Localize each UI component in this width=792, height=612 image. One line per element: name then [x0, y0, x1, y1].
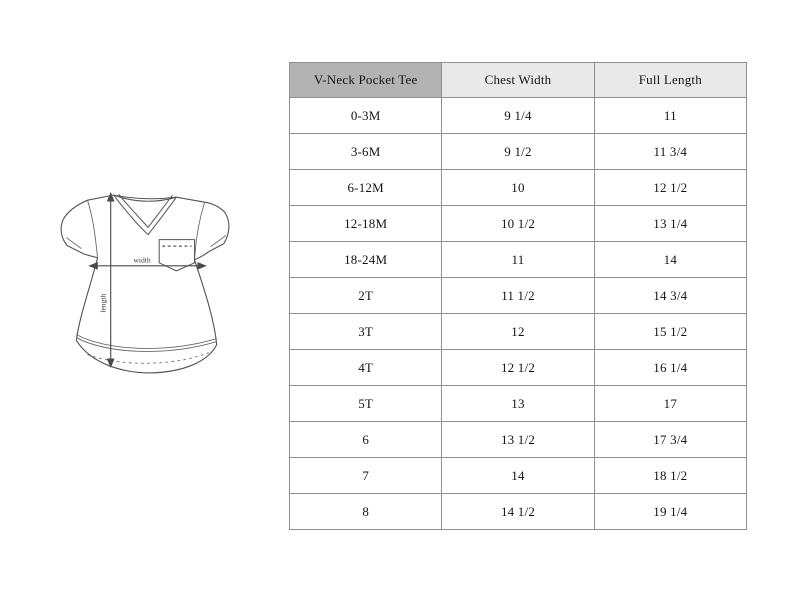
tshirt-sketch-svg [45, 181, 237, 383]
chest-width-cell: 12 1/2 [442, 350, 594, 386]
table-row [290, 206, 747, 242]
chest-width-cell: 13 1/2 [442, 422, 594, 458]
chest-width-cell: 12 [442, 314, 594, 350]
table-row [290, 242, 747, 278]
size-cell: 8 [290, 494, 442, 530]
header-chest-width: Chest Width [442, 63, 594, 98]
table-row [290, 170, 747, 206]
tshirt-illustration [45, 181, 237, 383]
size-cell: 3T [290, 314, 442, 350]
header-row [290, 63, 747, 98]
full-length-cell: 16 1/4 [594, 350, 746, 386]
size-cell: 12-18M [290, 206, 442, 242]
full-length-cell: 14 3/4 [594, 278, 746, 314]
chest-width-cell: 13 [442, 386, 594, 422]
full-length-cell: 17 3/4 [594, 422, 746, 458]
size-chart-header [290, 63, 747, 98]
chest-width-cell: 10 [442, 170, 594, 206]
full-length-cell: 17 [594, 386, 746, 422]
header-full-length: Full Length [594, 63, 746, 98]
size-cell: 2T [290, 278, 442, 314]
size-chart-body [290, 98, 747, 530]
table-row [290, 386, 747, 422]
size-cell: 3-6M [290, 134, 442, 170]
table-row [290, 422, 747, 458]
size-cell: 6-12M [290, 170, 442, 206]
size-cell: 5T [290, 386, 442, 422]
table-row [290, 314, 747, 350]
size-cell: 7 [290, 458, 442, 494]
length-label: length [98, 293, 108, 313]
chest-width-cell: 9 1/4 [442, 98, 594, 134]
table-row [290, 350, 747, 386]
chest-width-cell: 9 1/2 [442, 134, 594, 170]
chest-width-cell: 14 1/2 [442, 494, 594, 530]
full-length-cell: 19 1/4 [594, 494, 746, 530]
tshirt-body [61, 195, 229, 373]
chest-width-cell: 11 1/2 [442, 278, 594, 314]
full-length-cell: 15 1/2 [594, 314, 746, 350]
size-cell: 4T [290, 350, 442, 386]
table-row [290, 98, 747, 134]
chest-width-cell: 11 [442, 242, 594, 278]
table-row [290, 278, 747, 314]
full-length-cell: 12 1/2 [594, 170, 746, 206]
chest-width-cell: 10 1/2 [442, 206, 594, 242]
chest-width-cell: 14 [442, 458, 594, 494]
size-cell: 6 [290, 422, 442, 458]
table-row [290, 494, 747, 530]
size-cell: 0-3M [290, 98, 442, 134]
width-label: width [133, 255, 151, 265]
table-row [290, 458, 747, 494]
header-product-name: V-Neck Pocket Tee [290, 63, 442, 98]
full-length-cell: 14 [594, 242, 746, 278]
table-row [290, 134, 747, 170]
size-chart-table [289, 62, 747, 530]
full-length-cell: 13 1/4 [594, 206, 746, 242]
full-length-cell: 11 [594, 98, 746, 134]
full-length-cell: 18 1/2 [594, 458, 746, 494]
size-cell: 18-24M [290, 242, 442, 278]
full-length-cell: 11 3/4 [594, 134, 746, 170]
